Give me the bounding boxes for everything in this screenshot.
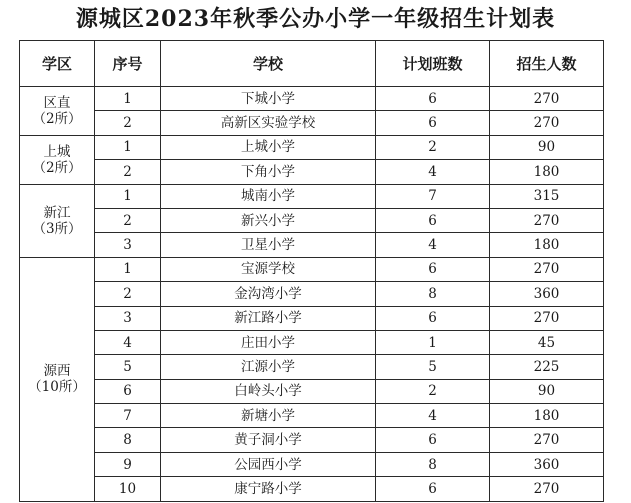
enrollment-count: 270 — [490, 208, 604, 232]
row-number: 1 — [95, 87, 161, 111]
planned-classes: 5 — [376, 355, 490, 379]
table-row — [20, 282, 604, 306]
enrollment-count: 90 — [490, 379, 604, 403]
table-row — [20, 111, 604, 135]
enrollment-plan-table — [19, 40, 604, 502]
table-row — [20, 233, 604, 257]
enrollment-count: 45 — [490, 330, 604, 354]
row-number: 7 — [95, 404, 161, 428]
row-number: 8 — [95, 428, 161, 452]
school-name: 卫星小学 — [161, 233, 376, 257]
enrollment-count: 315 — [490, 184, 604, 208]
enrollment-count: 360 — [490, 282, 604, 306]
table-row — [20, 330, 604, 354]
header-number: 序号 — [95, 41, 161, 87]
table-row — [20, 87, 604, 111]
school-name: 新江路小学 — [161, 306, 376, 330]
table-row — [20, 306, 604, 330]
row-number: 2 — [95, 208, 161, 232]
enrollment-count: 180 — [490, 233, 604, 257]
district-school-count: （3所） — [32, 220, 82, 237]
row-number: 3 — [95, 233, 161, 257]
table-row — [20, 208, 604, 232]
table-row — [20, 477, 604, 501]
district-name: 新江 — [43, 204, 71, 221]
row-number: 5 — [95, 355, 161, 379]
school-name: 白岭头小学 — [161, 379, 376, 403]
school-name: 下角小学 — [161, 160, 376, 184]
school-name: 江源小学 — [161, 355, 376, 379]
school-name: 下城小学 — [161, 87, 376, 111]
table-row — [20, 355, 604, 379]
planned-classes: 2 — [376, 379, 490, 403]
table-row — [20, 404, 604, 428]
table-row — [20, 184, 604, 208]
school-name: 金沟湾小学 — [161, 282, 376, 306]
school-name: 庄田小学 — [161, 330, 376, 354]
table-row — [20, 257, 604, 281]
row-number: 4 — [95, 330, 161, 354]
enrollment-count: 270 — [490, 428, 604, 452]
planned-classes: 4 — [376, 404, 490, 428]
school-name: 城南小学 — [161, 184, 376, 208]
row-number: 1 — [95, 257, 161, 281]
enrollment-count: 225 — [490, 355, 604, 379]
enrollment-count: 360 — [490, 452, 604, 476]
district-name: 上城 — [43, 143, 71, 160]
header-school: 学校 — [161, 41, 376, 87]
planned-classes: 4 — [376, 233, 490, 257]
planned-classes: 6 — [376, 428, 490, 452]
table-row — [20, 135, 604, 159]
district-name: 源西 — [43, 363, 71, 380]
school-name: 高新区实验学校 — [161, 111, 376, 135]
school-name: 康宁路小学 — [161, 477, 376, 501]
district-name: 区直 — [43, 94, 71, 111]
planned-classes: 1 — [376, 330, 490, 354]
planned-classes: 6 — [376, 111, 490, 135]
row-number: 1 — [95, 135, 161, 159]
row-number: 2 — [95, 111, 161, 135]
planned-classes: 2 — [376, 135, 490, 159]
planned-classes: 6 — [376, 306, 490, 330]
enrollment-count: 270 — [490, 87, 604, 111]
row-number: 9 — [95, 452, 161, 476]
header-enrollment: 招生人数 — [490, 41, 604, 87]
planned-classes: 6 — [376, 257, 490, 281]
enrollment-count: 90 — [490, 135, 604, 159]
enrollment-count: 180 — [490, 404, 604, 428]
enrollment-count: 270 — [490, 306, 604, 330]
planned-classes: 8 — [376, 452, 490, 476]
planned-classes: 6 — [376, 208, 490, 232]
enrollment-count: 270 — [490, 477, 604, 501]
row-number: 6 — [95, 379, 161, 403]
planned-classes: 4 — [376, 160, 490, 184]
district-cell — [20, 184, 95, 257]
enrollment-count: 270 — [490, 257, 604, 281]
page-title: 源城区2023年秋季公办小学一年级招生计划表 — [75, 6, 556, 32]
planned-classes: 8 — [376, 282, 490, 306]
district-cell — [20, 87, 95, 136]
district-school-count: （2所） — [32, 159, 82, 176]
school-name: 新塘小学 — [161, 404, 376, 428]
district-cell — [20, 135, 95, 184]
table-row — [20, 160, 604, 184]
row-number: 2 — [95, 282, 161, 306]
school-name: 上城小学 — [161, 135, 376, 159]
row-number: 1 — [95, 184, 161, 208]
planned-classes: 6 — [376, 87, 490, 111]
header-district: 学区 — [20, 41, 95, 87]
school-name: 新兴小学 — [161, 208, 376, 232]
school-name: 公园西小学 — [161, 452, 376, 476]
district-cell — [20, 257, 95, 501]
table-row — [20, 379, 604, 403]
enrollment-count: 180 — [490, 160, 604, 184]
table-row — [20, 428, 604, 452]
district-school-count: （10所） — [28, 379, 86, 396]
enrollment-count: 270 — [490, 111, 604, 135]
row-number: 2 — [95, 160, 161, 184]
district-school-count: （2所） — [32, 110, 82, 127]
row-number: 10 — [95, 477, 161, 501]
row-number: 3 — [95, 306, 161, 330]
school-name: 宝源学校 — [161, 257, 376, 281]
table-header-row — [20, 41, 604, 87]
header-planned-classes: 计划班数 — [376, 41, 490, 87]
planned-classes: 6 — [376, 477, 490, 501]
planned-classes: 7 — [376, 184, 490, 208]
school-name: 黄子洞小学 — [161, 428, 376, 452]
table-row — [20, 452, 604, 476]
